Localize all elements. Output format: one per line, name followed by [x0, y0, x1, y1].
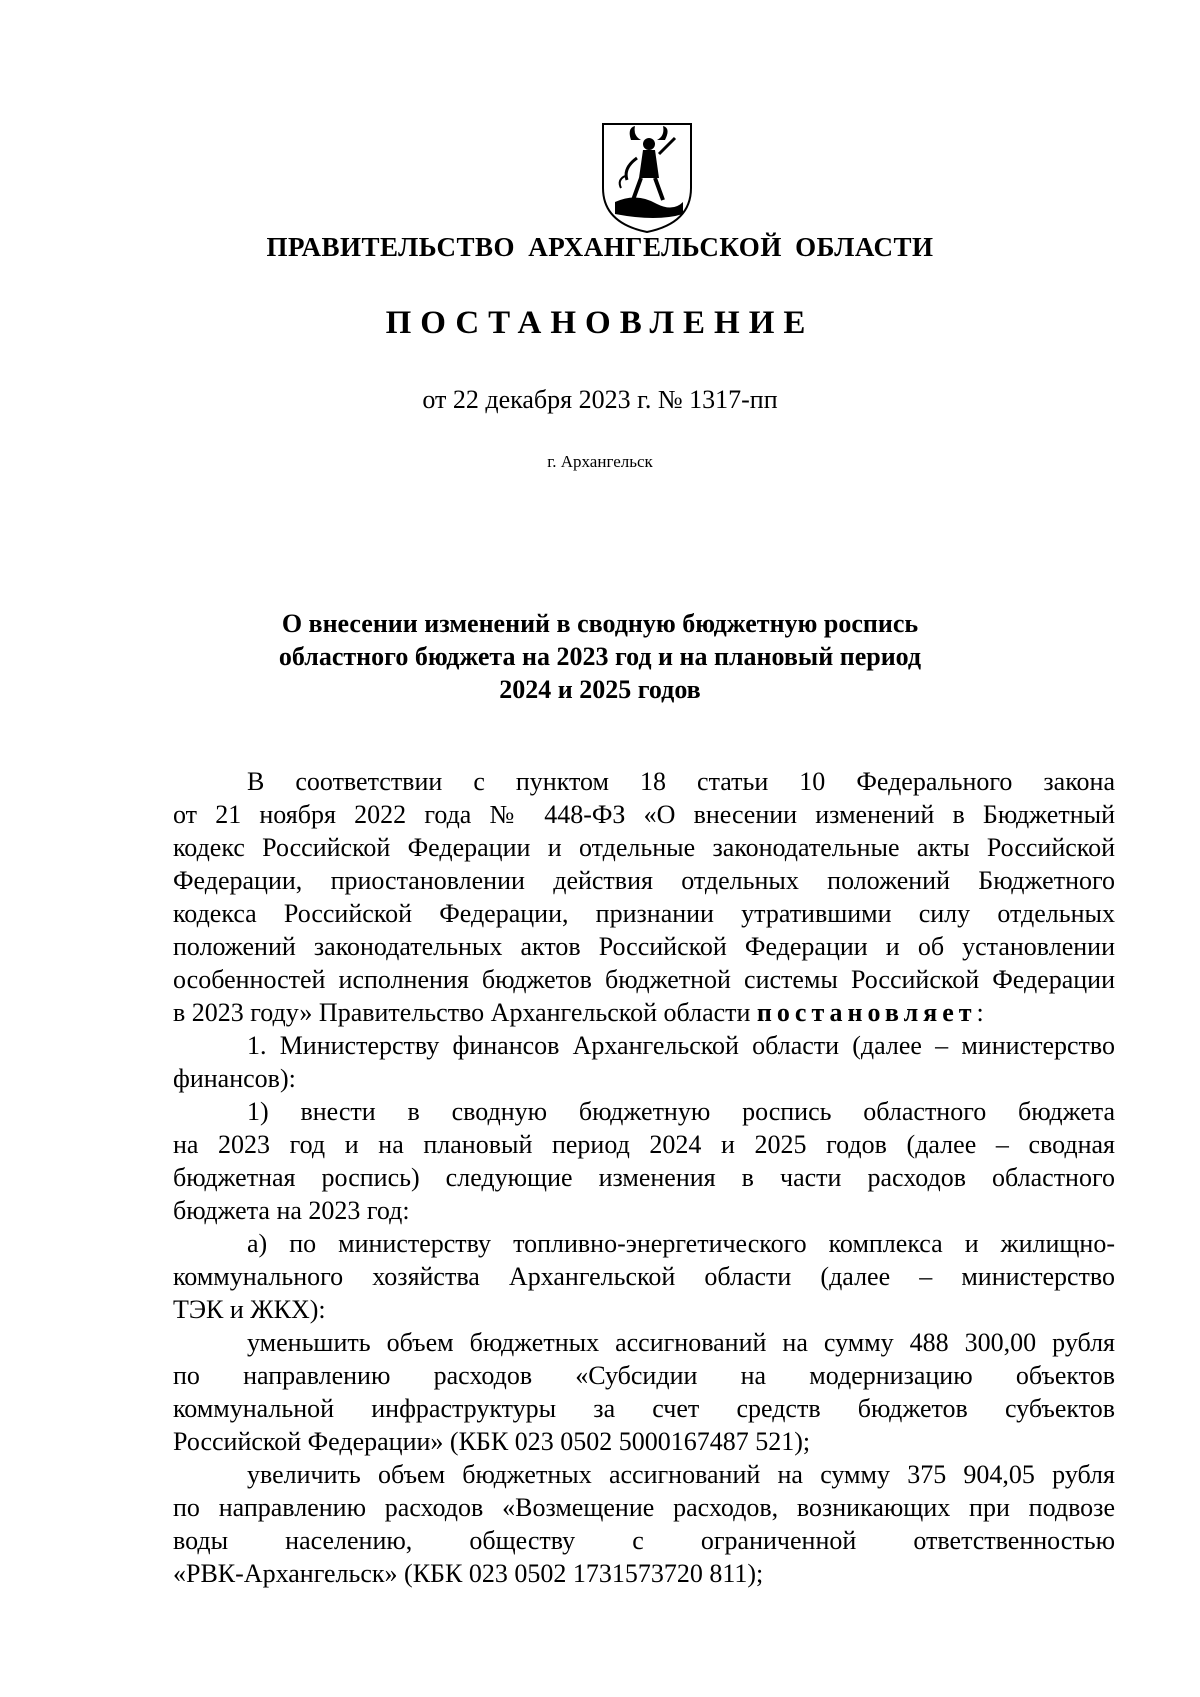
resolution-keyword: постановляет [756, 998, 977, 1027]
text-line: по направлению расходов «Возмещение расходов, возникающих при подвозе [173, 1493, 1115, 1522]
text-line: коммунального хозяйства Архангельской области (далее – министерство [173, 1262, 1115, 1291]
text-fragment: : [976, 998, 984, 1027]
text-line: «РВК-Архангельск» (КБК 023 0502 1731573720 811); [173, 1559, 764, 1588]
document-body [173, 765, 1115, 1590]
archangel-coat-of-arms-icon [597, 118, 697, 238]
text-line: особенностей исполнения бюджетов бюджетной системы Российской Федерации [173, 965, 1115, 994]
organization-name: ПРАВИТЕЛЬСТВО АРХАНГЕЛЬСКОЙ ОБЛАСТИ [266, 232, 934, 262]
title-line: областного бюджета на 2023 год и на плановый период [278, 642, 922, 671]
text-line: кодекса Российской Федерации, признании утратившими силу отдельных [173, 899, 1115, 928]
text-line: уменьшить объем бюджетных ассигнований на сумму 488 300,00 рубля [247, 1328, 1115, 1357]
text-fragment: в 2023 году» Правительство Архангельской области [173, 998, 751, 1027]
text-line [173, 996, 1115, 1029]
document-title [200, 607, 1000, 706]
text-line: В соответствии с пунктом 18 статьи 10 Федерального закона [247, 767, 1115, 796]
title-line: О внесении изменений в сводную бюджетную роспись [281, 609, 919, 638]
text-line: финансов): [173, 1064, 296, 1093]
text-line: Российской Федерации» (КБК 023 0502 5000167487 521); [173, 1427, 811, 1456]
text-line: увеличить объем бюджетных ассигнований на сумму 375 904,05 рубля [247, 1460, 1115, 1489]
text-line: а) по министерству топливно-энергетического комплекса и жилищно- [247, 1229, 1115, 1258]
text-line: коммунальной инфраструктуры за счет средств бюджетов субъектов [173, 1394, 1115, 1423]
text-line: бюджета на 2023 год: [173, 1196, 410, 1225]
text-line: от 21 ноября 2022 года № 448-ФЗ «О внесении изменений в Бюджетный [173, 800, 1115, 829]
title-line: 2024 и 2025 годов [499, 675, 701, 704]
text-line: Федерации, приостановлении действия отдельных положений Бюджетного [173, 866, 1115, 895]
text-line: на 2023 год и на плановый период 2024 и 2025 годов (далее – сводная [173, 1130, 1115, 1159]
text-line: ТЭК и ЖКХ): [173, 1295, 326, 1324]
text-line: воды населению, обществу с ограниченной ответственностью [173, 1526, 1115, 1555]
text-line: 1. Министерству финансов Архангельской области (далее – министерство [247, 1031, 1115, 1060]
text-line: кодекс Российской Федерации и отдельные законодательные акты Российской [173, 833, 1115, 862]
text-line: бюджетная роспись) следующие изменения в части расходов областного [173, 1163, 1115, 1192]
date-and-number: от 22 декабря 2023 г. № 1317-пп [422, 385, 778, 414]
city: г. Архангельск [547, 452, 653, 471]
document-type: ПОСТАНОВЛЕНИЕ [385, 305, 815, 341]
text-line: положений законодательных актов Российской Федерации и об установлении [173, 932, 1115, 961]
text-line: по направлению расходов «Субсидии на модернизацию объектов [173, 1361, 1115, 1390]
text-line: 1) внести в сводную бюджетную роспись областного бюджета [247, 1097, 1115, 1126]
